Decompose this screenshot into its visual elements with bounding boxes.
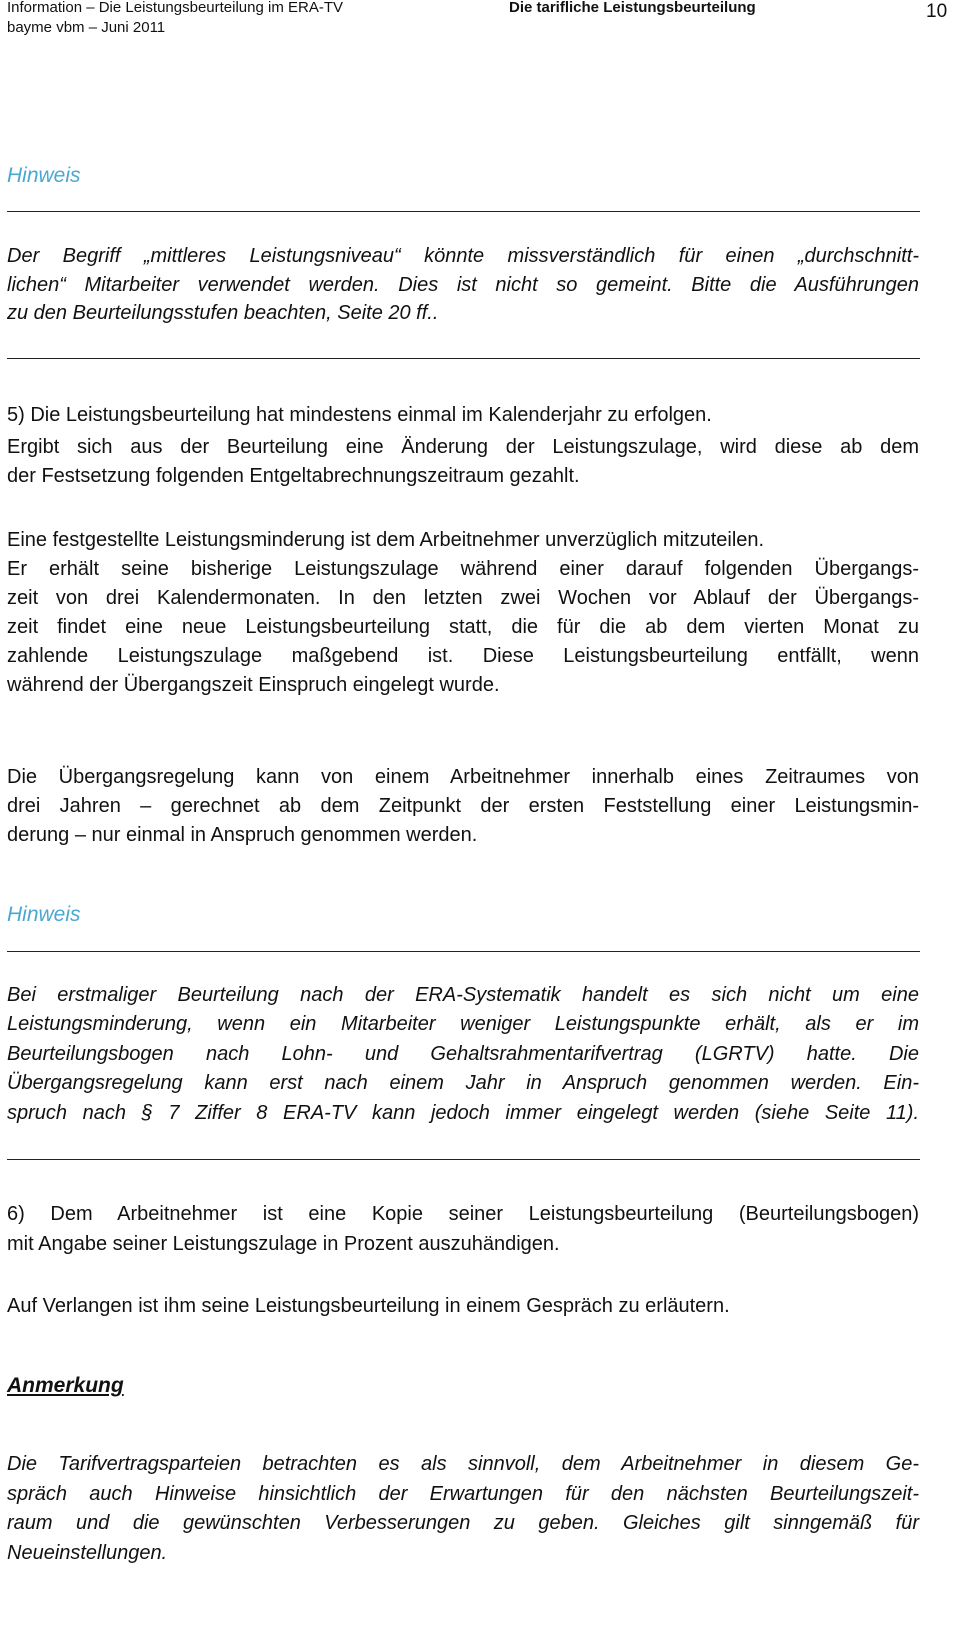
hint-text-line: zu den Beurteilungsstufen beachten, Seite 20 ff.. bbox=[7, 302, 439, 324]
remark-text-line: raum und die gewünschten Verbesserungen zu geben. Gleiches gilt sinngemäß für bbox=[7, 1512, 919, 1534]
remark-text-line: spräch auch Hinweise hinsichtlich der Erwartungen für den nächsten Beurteilungszeit- bbox=[7, 1483, 919, 1505]
body-line: mit Angabe seiner Leistungszulage in Prozent auszuhändigen. bbox=[7, 1233, 560, 1255]
remark-text-line: Die Tarifvertragsparteien betrachten es als sinnvoll, dem Arbeitnehmer in diesem Ge- bbox=[7, 1453, 919, 1475]
header-title: Information – Die Leistungsbeurteilung im ERA-TV bbox=[7, 0, 343, 16]
body-line: zeit findet eine neue Leistungsbeurteilung statt, die für die ab dem vierten Monat zu bbox=[7, 616, 919, 638]
body-line: zahlende Leistungszulage maßgebend ist. Diese Leistungsbeurteilung entfällt, wenn bbox=[7, 645, 919, 667]
body-line: Auf Verlangen ist ihm seine Leistungsbeurteilung in einem Gespräch zu erläutern. bbox=[7, 1295, 730, 1317]
hint-text-line: spruch nach § 7 Ziffer 8 ERA-TV kann jedoch immer eingelegt werden (siehe Seite 11). bbox=[7, 1102, 919, 1124]
header-section: Die tarifliche Leistungsbeurteilung bbox=[509, 0, 756, 16]
body-line: derung – nur einmal in Anspruch genommen werden. bbox=[7, 824, 478, 846]
remark-heading: Anmerkung bbox=[7, 1374, 124, 1397]
body-line: drei Jahren – gerechnet ab dem Zeitpunkt der ersten Feststellung einer Leistungsmin- bbox=[7, 795, 919, 817]
divider bbox=[7, 211, 920, 212]
divider bbox=[7, 951, 920, 952]
body-line: 6) Dem Arbeitnehmer ist eine Kopie seiner Leistungsbeurteilung (Beurteilungsbogen) bbox=[7, 1203, 919, 1225]
body-line: während der Übergangszeit Einspruch eingelegt wurde. bbox=[7, 674, 500, 696]
divider bbox=[7, 1159, 920, 1160]
hint-text-line: Bei erstmaliger Beurteilung nach der ERA-Systematik handelt es sich nicht um eine bbox=[7, 984, 919, 1006]
body-line: Eine festgestellte Leistungsminderung ist dem Arbeitnehmer unverzüglich mitzuteilen. bbox=[7, 529, 765, 551]
body-line: Die Übergangsregelung kann von einem Arbeitnehmer innerhalb eines Zeitraumes von bbox=[7, 766, 919, 788]
header-subtitle: bayme vbm – Juni 2011 bbox=[7, 19, 166, 36]
hint-text-line: Beurteilungsbogen nach Lohn- und Gehaltsrahmentarifvertrag (LGRTV) hatte. Die bbox=[7, 1043, 919, 1065]
hint-heading: Hinweis bbox=[7, 903, 81, 926]
hint-text-line: Leistungsminderung, wenn ein Mitarbeiter weniger Leistungspunkte erhält, als er im bbox=[7, 1013, 919, 1035]
hint-heading: Hinweis bbox=[7, 164, 81, 187]
body-line: 5) Die Leistungsbeurteilung hat mindestens einmal im Kalenderjahr zu erfolgen. bbox=[7, 404, 712, 426]
body-line: Er erhält seine bisherige Leistungszulage während einer darauf folgenden Übergangs- bbox=[7, 558, 919, 580]
remark-text-line: Neueinstellungen. bbox=[7, 1542, 168, 1564]
hint-text-line: lichen“ Mitarbeiter verwendet werden. Dies ist nicht so gemeint. Bitte die Ausführungen bbox=[7, 274, 919, 296]
page-number: 10 bbox=[926, 1, 948, 22]
body-line: der Festsetzung folgenden Entgeltabrechnungszeitraum gezahlt. bbox=[7, 465, 580, 487]
hint-text-line: Übergangsregelung kann erst nach einem Jahr in Anspruch genommen werden. Ein- bbox=[7, 1072, 919, 1094]
hint-text-line: Der Begriff „mittleres Leistungsniveau“ könnte missverständlich für einen „durchschnitt- bbox=[7, 245, 919, 267]
body-line: zeit von drei Kalendermonaten. In den letzten zwei Wochen vor Ablauf der Übergangs- bbox=[7, 587, 919, 609]
divider bbox=[7, 358, 920, 359]
body-line: Ergibt sich aus der Beurteilung eine Änderung der Leistungszulage, wird diese ab dem bbox=[7, 436, 919, 458]
